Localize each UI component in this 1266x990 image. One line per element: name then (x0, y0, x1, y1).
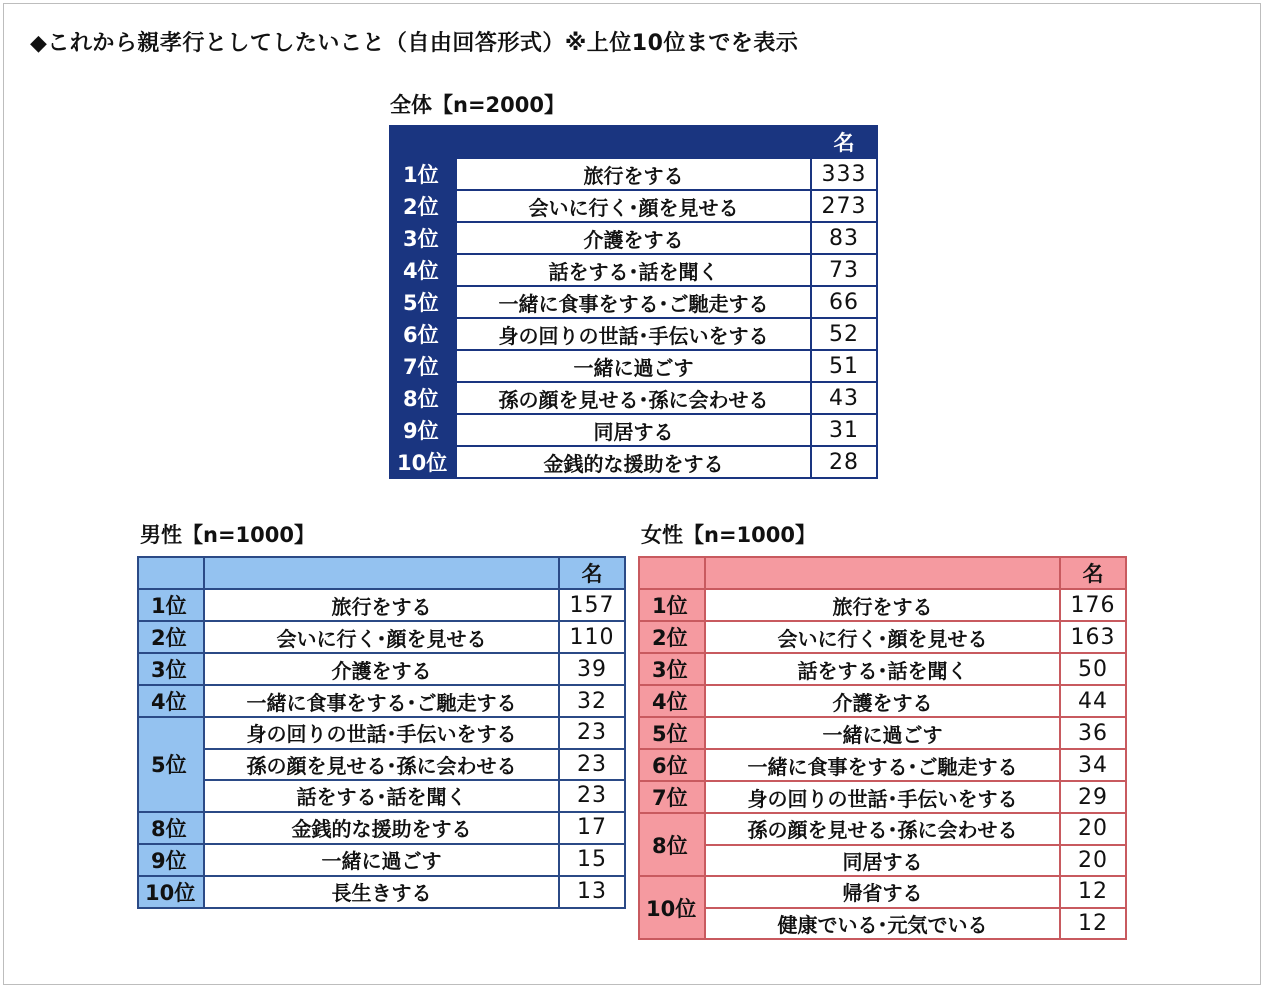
rank-cell: 6位 (639, 749, 705, 781)
item-cell: 身の回りの世話･手伝いをする (705, 781, 1060, 813)
item-cell: 一緒に食事をする･ご馳走する (705, 749, 1060, 781)
table-row (138, 717, 625, 749)
count-header-cell: 名 (1060, 557, 1126, 589)
rank-cell: 10位 (138, 876, 204, 908)
count-cell: 23 (559, 749, 625, 781)
rank-header-cell (138, 557, 204, 589)
overall-ranking-table (389, 125, 878, 479)
count-cell: 66 (811, 286, 877, 318)
count-cell: 20 (1060, 845, 1126, 877)
rank-cell: 3位 (138, 653, 204, 685)
count-cell: 333 (811, 158, 877, 190)
table-row (639, 589, 1126, 621)
rank-cell: 7位 (639, 781, 705, 813)
item-cell: 金銭的な援助をする (456, 446, 811, 478)
item-cell: 孫の顔を見せる･孫に会わせる (705, 813, 1060, 845)
count-cell: 273 (811, 190, 877, 222)
item-cell: 旅行をする (705, 589, 1060, 621)
table-row (390, 190, 877, 222)
item-cell: 一緒に食事をする･ご馳走する (456, 286, 811, 318)
table-row (390, 350, 877, 382)
table-header-row (639, 557, 1126, 589)
count-cell: 23 (559, 717, 625, 749)
table-row (639, 653, 1126, 685)
item-cell: 金銭的な援助をする (204, 812, 559, 844)
item-cell: 話をする･話を聞く (204, 780, 559, 812)
table-row (390, 222, 877, 254)
count-cell: 83 (811, 222, 877, 254)
table-row (138, 844, 625, 876)
item-cell: 会いに行く･顔を見せる (456, 190, 811, 222)
count-cell: 20 (1060, 813, 1126, 845)
table-row (138, 876, 625, 908)
table-row (390, 318, 877, 350)
item-cell: 介護をする (456, 222, 811, 254)
table-row (639, 749, 1126, 781)
count-cell: 13 (559, 876, 625, 908)
count-cell: 176 (1060, 589, 1126, 621)
rank-cell: 10位 (390, 446, 456, 478)
table-row (138, 685, 625, 717)
table-row (390, 414, 877, 446)
item-cell: 介護をする (204, 653, 559, 685)
count-cell: 34 (1060, 749, 1126, 781)
count-cell: 36 (1060, 717, 1126, 749)
table-row (390, 286, 877, 318)
rank-cell: 4位 (390, 254, 456, 286)
count-cell: 51 (811, 350, 877, 382)
rank-cell: 9位 (390, 414, 456, 446)
table-row (390, 158, 877, 190)
rank-cell: 2位 (390, 190, 456, 222)
item-cell: 長生きする (204, 876, 559, 908)
rank-cell: 3位 (390, 222, 456, 254)
table-row (639, 813, 1126, 845)
count-cell: 157 (559, 589, 625, 621)
table-row (639, 876, 1126, 908)
item-cell: 健康でいる･元気でいる (705, 908, 1060, 940)
table-row (639, 717, 1126, 749)
rank-cell: 6位 (390, 318, 456, 350)
item-cell: 一緒に食事をする･ご馳走する (204, 685, 559, 717)
table-row (138, 589, 625, 621)
item-cell: 身の回りの世話･手伝いをする (456, 318, 811, 350)
count-cell: 29 (1060, 781, 1126, 813)
rank-cell: 9位 (138, 844, 204, 876)
rank-cell: 1位 (390, 158, 456, 190)
table-row (138, 621, 625, 653)
count-cell: 17 (559, 812, 625, 844)
rank-cell: 3位 (639, 653, 705, 685)
table-row (138, 749, 625, 781)
count-cell: 28 (811, 446, 877, 478)
male-ranking-table (137, 556, 626, 909)
item-cell: 話をする･話を聞く (456, 254, 811, 286)
count-header-cell: 名 (811, 126, 877, 158)
count-cell: 163 (1060, 621, 1126, 653)
item-cell: 介護をする (705, 685, 1060, 717)
item-cell: 一緒に過ごす (204, 844, 559, 876)
rank-cell: 8位 (138, 812, 204, 844)
count-header-cell: 名 (559, 557, 625, 589)
rank-cell: 4位 (639, 685, 705, 717)
item-header-cell (456, 126, 811, 158)
rank-cell: 10位 (639, 876, 705, 939)
item-cell: 孫の顔を見せる･孫に会わせる (456, 382, 811, 414)
rank-cell: 5位 (138, 717, 204, 812)
rank-cell: 5位 (639, 717, 705, 749)
count-cell: 32 (559, 685, 625, 717)
rank-cell: 2位 (138, 621, 204, 653)
count-cell: 43 (811, 382, 877, 414)
table-row (390, 446, 877, 478)
table-header-row (390, 126, 877, 158)
count-cell: 31 (811, 414, 877, 446)
count-cell: 39 (559, 653, 625, 685)
rank-cell: 4位 (138, 685, 204, 717)
count-cell: 15 (559, 844, 625, 876)
item-cell: 会いに行く･顔を見せる (705, 621, 1060, 653)
table-row (390, 254, 877, 286)
rank-header-cell (390, 126, 456, 158)
item-cell: 旅行をする (204, 589, 559, 621)
item-cell: 孫の顔を見せる･孫に会わせる (204, 749, 559, 781)
table-row (390, 382, 877, 414)
item-header-cell (705, 557, 1060, 589)
rank-cell: 8位 (639, 813, 705, 876)
table-row (639, 845, 1126, 877)
item-cell: 同居する (456, 414, 811, 446)
female-ranking-table (638, 556, 1127, 940)
count-cell: 12 (1060, 876, 1126, 908)
page-title: ◆これから親孝行としてしたいこと（自由回答形式）※上位10位までを表示 (30, 31, 799, 56)
item-cell: 身の回りの世話･手伝いをする (204, 717, 559, 749)
count-cell: 50 (1060, 653, 1126, 685)
male-caption: 男性【n=1000】 (140, 523, 315, 547)
table-row (639, 781, 1126, 813)
overall-caption: 全体【n=2000】 (390, 93, 565, 117)
item-cell: 話をする･話を聞く (705, 653, 1060, 685)
item-cell: 一緒に過ごす (705, 717, 1060, 749)
rank-cell: 1位 (138, 589, 204, 621)
count-cell: 73 (811, 254, 877, 286)
item-cell: 帰省する (705, 876, 1060, 908)
count-cell: 12 (1060, 908, 1126, 940)
rank-cell: 5位 (390, 286, 456, 318)
table-row (639, 908, 1126, 940)
female-caption: 女性【n=1000】 (641, 523, 816, 547)
table-row (138, 812, 625, 844)
count-cell: 23 (559, 780, 625, 812)
item-cell: 会いに行く･顔を見せる (204, 621, 559, 653)
table-row (138, 780, 625, 812)
item-header-cell (204, 557, 559, 589)
table-header-row (138, 557, 625, 589)
table-row (639, 621, 1126, 653)
count-cell: 44 (1060, 685, 1126, 717)
item-cell: 一緒に過ごす (456, 350, 811, 382)
count-cell: 52 (811, 318, 877, 350)
rank-cell: 1位 (639, 589, 705, 621)
rank-header-cell (639, 557, 705, 589)
table-row (639, 685, 1126, 717)
rank-cell: 2位 (639, 621, 705, 653)
rank-cell: 8位 (390, 382, 456, 414)
table-row (138, 653, 625, 685)
rank-cell: 7位 (390, 350, 456, 382)
item-cell: 同居する (705, 845, 1060, 877)
item-cell: 旅行をする (456, 158, 811, 190)
count-cell: 110 (559, 621, 625, 653)
